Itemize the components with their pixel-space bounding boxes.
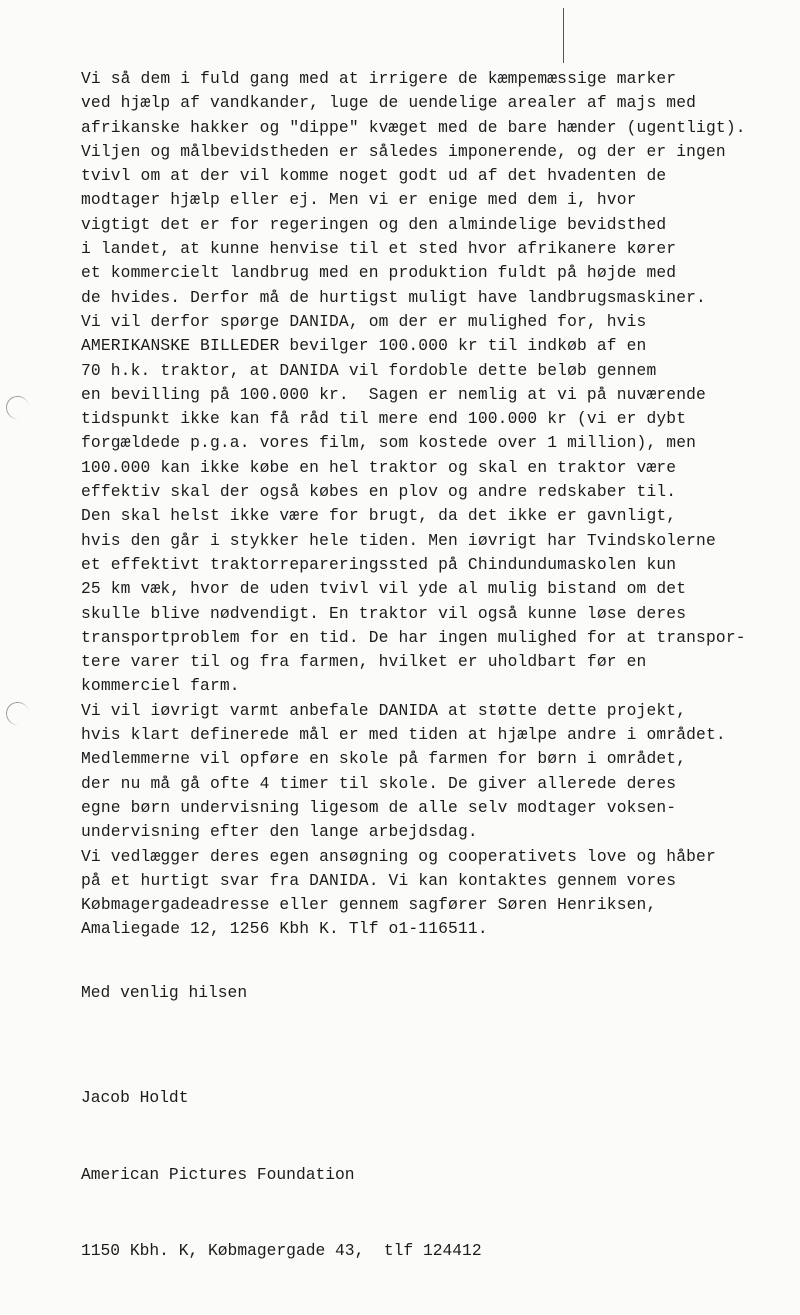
letter-line: transportproblem for en tid. De har ingen mulighed for at transpor- (81, 627, 746, 647)
letter-line: vigtigt det er for regeringen og den almindelige bevidsthed (81, 214, 667, 234)
letter-line: 25 km væk, hvor de uden tvivl vil yde al mulig bistand om det (81, 579, 687, 599)
letter-line: de hvides. Derfor må de hurtigst muligt have landbrugsmaskiner. (81, 287, 706, 307)
letter-line: Vi vedlægger deres egen ansøgning og cooperativets love og håber (81, 846, 716, 866)
letter-line: effektiv skal der også købes en plov og andre redskaber til. (81, 482, 677, 502)
letter-line: en bevilling på 100.000 kr. Sagen er nemlig at vi på nuværende (81, 384, 706, 404)
letter-line: AMERIKANSKE BILLEDER bevilger 100.000 kr til indkøb af en (81, 336, 647, 356)
letter-line: ved hjælp af vandkander, luge de uendelige arealer af majs med (81, 93, 697, 113)
letter-line: hvis den går i stykker hele tiden. Men iøvrigt har Tvindskolerne (81, 530, 716, 550)
letter-line: Medlemmerne vil opføre en skole på farmen for børn i området, (81, 749, 687, 769)
letter-line: tidspunkt ikke kan få råd til mere end 100.000 kr (vi er dybt (81, 409, 687, 429)
signature-name: Jacob Holdt (81, 1088, 189, 1107)
top-margin-mark (563, 8, 564, 63)
letter-line: modtager hjælp eller ej. Men vi er enige med dem i, hvor (81, 190, 637, 210)
letter-line: tvivl om at der vil komme noget godt ud af det hvadenten de (81, 166, 667, 186)
letter-line: et kommercielt landbrug med en produktion fuldt på højde med (81, 263, 677, 283)
letter-line: Vi vil derfor spørge DANIDA, om der er mulighed for, hvis (81, 311, 647, 331)
punch-hole-lower (4, 700, 31, 727)
letter-line: forgældede p.g.a. vores film, som kostede over 1 million), men (81, 433, 697, 453)
letter-line: Vi vil iøvrigt varmt anbefale DANIDA at støtte dette projekt, (81, 700, 687, 720)
signature-organization: American Pictures Foundation (81, 1164, 355, 1184)
letter-line: Vi så dem i fuld gang med at irrigere de kæmpemæssige marker (81, 69, 677, 88)
letter-line: tere varer til og fra farmen, hvilket er uholdbart før en (81, 652, 647, 672)
letter-body (81, 67, 781, 942)
punch-hole-upper (4, 394, 31, 421)
letter-line: Den skal helst ikke være for brugt, da det ikke er gavnligt, (81, 506, 677, 526)
letter-line: 70 h.k. traktor, at DANIDA vil fordoble dette beløb gennem (81, 360, 657, 380)
signature-block (81, 1034, 482, 1315)
letter-line: der nu må gå ofte 4 timer til skole. De giver allerede deres (81, 773, 677, 793)
letter-line: i landet, at kunne henvise til et sted hvor afrikanere kører (81, 239, 677, 259)
closing-salutation: Med venlig hilsen (81, 983, 248, 1002)
letter-line: på et hurtigt svar fra DANIDA. Vi kan kontaktes gennem vores (81, 870, 677, 890)
letter-line: skulle blive nødvendigt. En traktor vil også kunne løse deres (81, 603, 687, 623)
letter-line: hvis klart definerede mål er med tiden at hjælpe andre i området. (81, 725, 726, 745)
letter-line: egne børn undervisning ligesom de alle selv modtager voksen- (81, 797, 677, 817)
signature-address: 1150 Kbh. K, Købmagergade 43, tlf 124412 (81, 1241, 482, 1260)
letter-line: Viljen og målbevidstheden er således imponerende, og der er ingen (81, 141, 726, 161)
letter-line: kommerciel farm. (81, 676, 240, 696)
letter-line: afrikanske hakker og "dippe" kvæget med de bare hænder (ugentligt). (81, 117, 746, 137)
letter-line: 100.000 kan ikke købe en hel traktor og skal en traktor være (81, 457, 677, 477)
letter-line: Amaliegade 12, 1256 Kbh K. Tlf o1-116511. (81, 919, 488, 939)
letter-line: undervisning efter den lange arbejdsdag. (81, 822, 478, 842)
letter-line: et effektivt traktorrepareringssted på Chindundumaskolen kun (81, 554, 677, 574)
letter-line: Købmagergadeadresse eller gennem sagfører Søren Henriksen, (81, 895, 657, 915)
